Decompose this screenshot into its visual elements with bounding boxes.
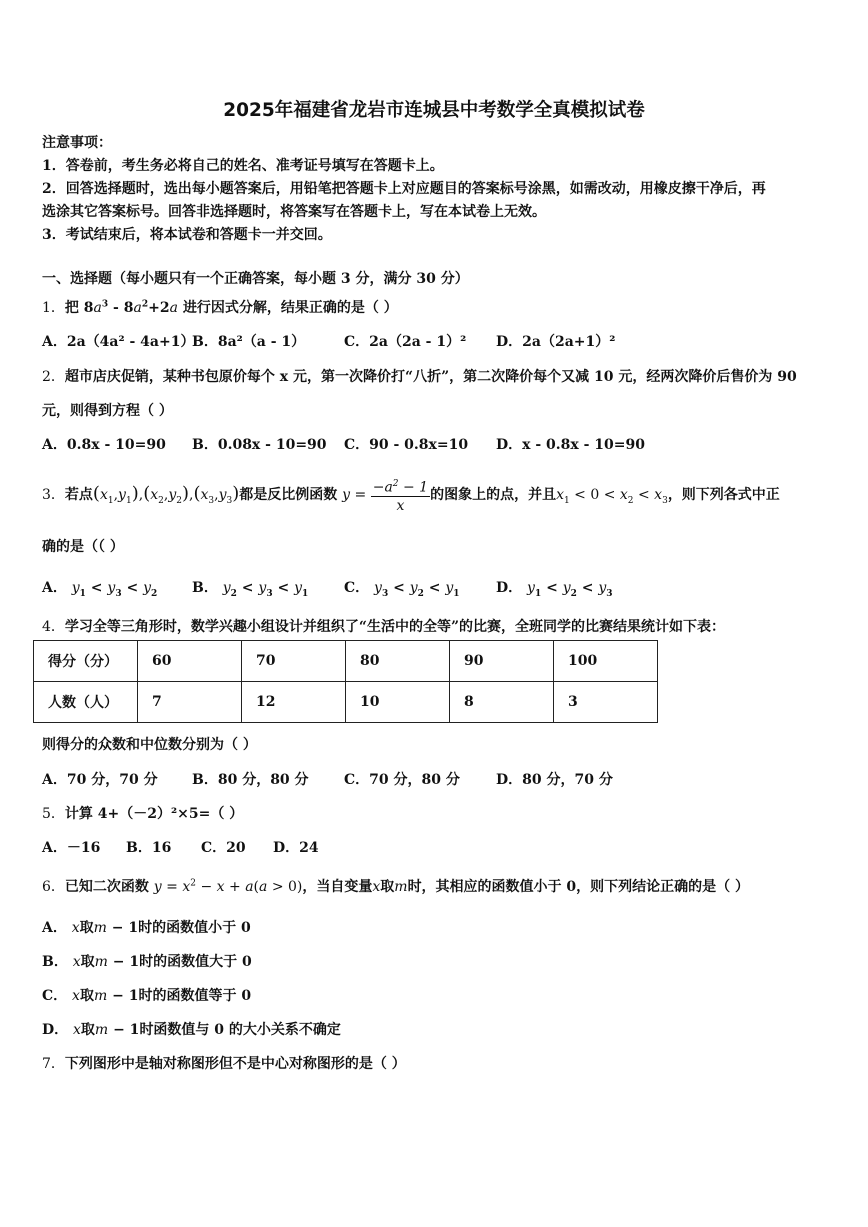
inequality-expression: $x_1 < 0 < x_2 < x_3$ <box>556 487 668 506</box>
q3-option-a[interactable]: A． $y_1 < y_3 < y_2$ <box>42 580 158 599</box>
question-2-stem-2: 元，则得到方程（ ） <box>42 403 173 419</box>
option-text: 时的函数值小于 0 <box>138 920 251 936</box>
q3-option-b[interactable]: B． $y_2 < y_3 < y_1$ <box>192 580 309 599</box>
question-6-stem: 6．已知二次函数 $y = x^2 - x + a(a > 0)$，当自变量x取m时，其相应的函数值小于 0，则下列结论正确的是（ ） <box>42 878 750 895</box>
option-label: C． <box>344 580 370 596</box>
function-expression: y = $\frac{-a^2 - 1}{x}$ <box>342 487 430 503</box>
table-cell: 得分（分） <box>34 641 138 682</box>
score-table <box>33 640 658 723</box>
question-7-text: 下列图形中是轴对称图形但不是中心对称图形的是（ ） <box>64 1056 406 1072</box>
q1-option-d[interactable]: D．2a（2a+1）² <box>496 334 616 350</box>
option-text: 时函数值与 0 的大小关系不确定 <box>139 1022 341 1038</box>
q6-option-b[interactable]: B． x取m − 1时的函数值大于 0 <box>42 954 252 970</box>
option-label: C． <box>42 988 68 1004</box>
table-cell: 10 <box>346 682 450 723</box>
question-1-stem: 1．把 $8a^3 - 8a^2+2a$ 进行因式分解，结果正确的是（ ） <box>42 299 398 316</box>
notice-item-1: 1．答卷前，考生务必将自己的姓名、准考证号填写在答题卡上。 <box>42 158 444 174</box>
question-6-text-pre: 已知二次函数 <box>64 879 149 895</box>
option-text: 时的函数值等于 0 <box>138 988 252 1004</box>
option-label: A． <box>42 920 67 936</box>
table-cell: 60 <box>138 641 242 682</box>
question-4-ask: 则得分的众数和中位数分别为（ ） <box>42 737 257 753</box>
q2-option-d[interactable]: D．x - 0.8x - 10=90 <box>496 437 646 453</box>
table-cell: 100 <box>554 641 658 682</box>
notice-heading: 注意事项： <box>42 135 112 151</box>
q6-option-c[interactable]: C． x取m − 1时的函数值等于 0 <box>42 988 252 1004</box>
question-1-text-pre: 把 8 <box>64 300 94 316</box>
option-label: D． <box>496 580 523 596</box>
question-number: 7． <box>42 1056 65 1072</box>
notice-item-3: 3．考试结束后，将本试卷和答题卡一并交回。 <box>42 227 332 243</box>
option-take: 取 <box>79 988 94 1004</box>
question-4-text: 学习全等三角形时，数学兴趣小组设计并组织了“生活中的全等”的比赛，全班同学的比赛结果统计如下表： <box>64 619 726 635</box>
question-3-stem-2: 确的是（（ ） <box>42 539 124 555</box>
q4-option-a[interactable]: A．70 分，70 分 <box>42 772 158 788</box>
page-title: 2025年福建省龙岩市连城县中考数学全真模拟试卷 <box>223 100 645 121</box>
question-5-text: 计算 4+（－2）²×5=（ ） <box>64 806 244 822</box>
question-2-text-1: 超市店庆促销，某种书包原价每个 x 元，第一次降价打“八折”，第二次降价每个又减 10 元，经两次降价后售价为 90 <box>64 369 797 385</box>
question-3-stem <box>42 474 780 521</box>
question-1-text: 进行因式分解，结果正确的是（ ） <box>182 300 398 316</box>
q5-option-d[interactable]: D．24 <box>273 840 319 856</box>
option-take: 取 <box>80 1022 95 1038</box>
quadratic-expression: $y = x^2 - x + a(a > 0)$ <box>153 878 303 895</box>
q2-option-b[interactable]: B．0.08x - 10=90 <box>192 437 327 453</box>
question-2-stem-1 <box>42 366 797 386</box>
question-6-text-mid: ，当自变量 <box>302 879 373 895</box>
question-3-text-mid: 都是反比例函数 <box>239 487 338 503</box>
q4-option-d[interactable]: D．80 分，70 分 <box>496 772 613 788</box>
q6-option-a[interactable]: A． x取m − 1时的函数值小于 0 <box>42 920 251 936</box>
option-take: 取 <box>80 954 95 970</box>
question-number: 6． <box>42 879 65 895</box>
q4-option-c[interactable]: C．70 分，80 分 <box>344 772 460 788</box>
q3-option-c[interactable]: C． $y_3 < y_2 < y_1$ <box>344 580 460 599</box>
q3-option-d[interactable]: D． $y_1 < y_2 < y_3$ <box>496 580 613 599</box>
table-cell: 7 <box>138 682 242 723</box>
table-row <box>34 682 658 723</box>
question-6-text-post: 时，其相应的函数值小于 0，则下列结论正确的是（ ） <box>407 879 750 895</box>
option-label: B． <box>42 954 68 970</box>
table-cell: 80 <box>346 641 450 682</box>
question-number: 2． <box>42 369 65 385</box>
question-number: 4． <box>42 619 65 635</box>
points-expression: $(x_1,y_1),(x_2,y_2),(x_3,y_3)$ <box>92 483 240 506</box>
table-cell: 12 <box>242 682 346 723</box>
question-5-stem <box>42 803 243 823</box>
table-cell: 人数（人） <box>34 682 138 723</box>
option-text: 时的函数值大于 0 <box>139 954 252 970</box>
question-3-text-post: 的图象上的点，并且 <box>430 487 557 503</box>
q5-option-b[interactable]: B．16 <box>126 840 172 856</box>
q1-option-c[interactable]: C．2a（2a - 1）² <box>344 334 467 350</box>
option-take: 取 <box>79 920 94 936</box>
question-number: 3． <box>42 487 65 503</box>
notice-item-2a: 2．回答选择题时，选出每小题答案后，用铅笔把答题卡上对应题目的答案标号涂黑，如需改动，用橡皮擦干净后，再 <box>42 181 766 197</box>
table-cell: 70 <box>242 641 346 682</box>
q6-option-d[interactable]: D． x取m − 1时函数值与 0 的大小关系不确定 <box>42 1022 341 1038</box>
question-3-text-pre: 若点 <box>64 487 93 503</box>
question-3-text-end: ，则下列各式中正 <box>667 487 780 503</box>
option-label: A． <box>42 580 67 596</box>
option-label: B． <box>192 580 218 596</box>
q2-option-c[interactable]: C．90 - 0.8x=10 <box>344 437 469 453</box>
q1-option-a[interactable]: A．2a（4a² - 4a+1） <box>42 334 195 350</box>
option-label: D． <box>42 1022 69 1038</box>
notice-item-2b: 选涂其它答案标号。回答非选择题时，将答案写在答题卡上，写在本试卷上无效。 <box>42 204 546 220</box>
table-cell: 90 <box>450 641 554 682</box>
q5-option-a[interactable]: A．－16 <box>42 840 101 856</box>
q1-option-b[interactable]: B．8a²（a - 1） <box>192 334 306 350</box>
table-cell: 3 <box>554 682 658 723</box>
question-6-text-mid2: 取 <box>380 879 395 895</box>
table-cell: 8 <box>450 682 554 723</box>
question-number: 5． <box>42 806 65 822</box>
q5-option-c[interactable]: C．20 <box>201 840 246 856</box>
table-row <box>34 641 658 682</box>
question-number: 1． <box>42 300 65 316</box>
q2-option-a[interactable]: A．0.8x - 10=90 <box>42 437 166 453</box>
q4-option-b[interactable]: B．80 分，80 分 <box>192 772 309 788</box>
question-7-stem <box>42 1053 406 1073</box>
section-heading: 一、选择题（每小题只有一个正确答案，每小题 3 分，满分 30 分） <box>42 271 469 287</box>
question-4-stem <box>42 616 725 636</box>
